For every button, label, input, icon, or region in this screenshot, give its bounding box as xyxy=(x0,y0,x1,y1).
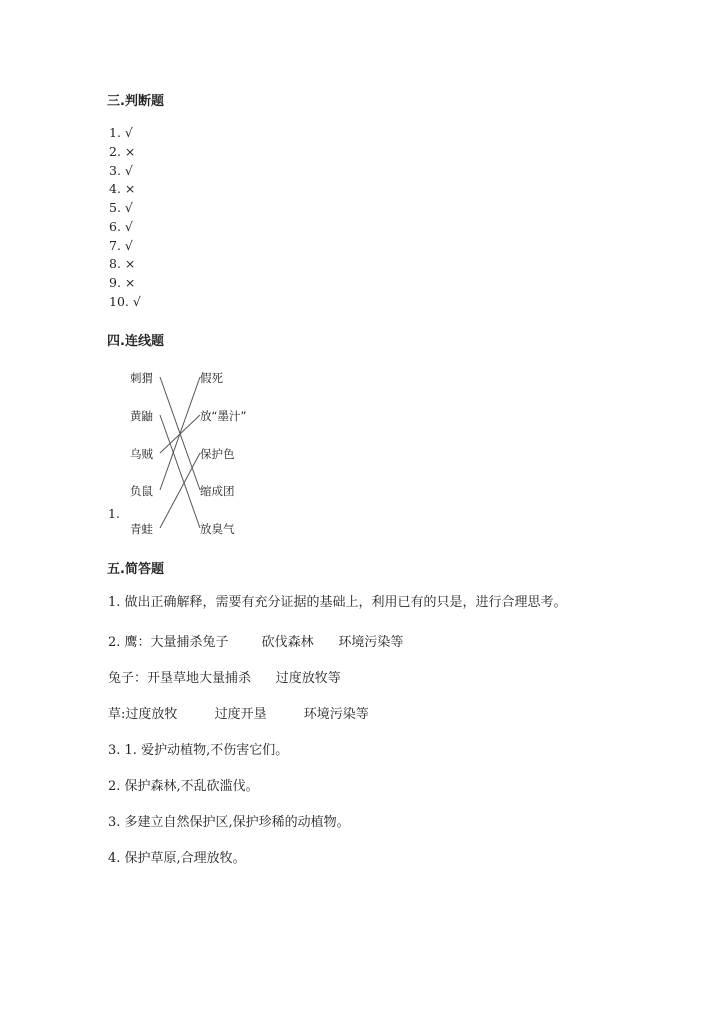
right-item-camouflage: 保护色 xyxy=(200,447,235,461)
matching-diagram xyxy=(108,362,308,540)
left-item-hedgehog: 刺猬 xyxy=(130,371,153,385)
right-item-play-dead: 假死 xyxy=(200,371,223,385)
match-line-2 xyxy=(160,415,200,528)
judge-item-3: 3. √ xyxy=(109,163,133,178)
short-answer-section-title: 五.简答题 xyxy=(107,562,164,577)
judge-item-6: 6. √ xyxy=(109,219,133,234)
answer-q3-1: 3. 1. 爱护动植物,不伤害它们。 xyxy=(108,743,289,758)
answer-q3-4: 4. 保护草原,合理放牧。 xyxy=(108,851,246,866)
matching-question-number: 1. xyxy=(108,506,120,521)
answer-q3-3: 3. 多建立自然保护区,保护珍稀的动植物。 xyxy=(108,815,350,830)
judge-item-8: 8. × xyxy=(109,256,136,271)
right-item-ink: 放“墨汁” xyxy=(200,409,247,423)
match-line-5 xyxy=(160,453,200,528)
judge-item-4: 4. × xyxy=(109,181,136,196)
judge-item-5: 5. √ xyxy=(109,200,133,215)
judge-item-10: 10. √ xyxy=(109,294,141,309)
answer-q2-rabbit: 兔子：开垦草地大量捕杀 过度放牧等 xyxy=(108,671,341,686)
matching-section-title: 四.连线题 xyxy=(107,334,164,349)
answer-q2-eagle: 2. 鹰：大量捕杀兔子 砍伐森林 环境污染等 xyxy=(108,635,404,650)
right-item-stink: 放臭气 xyxy=(200,522,235,536)
answer-q2-grass: 草:过度放牧 过度开垦 环境污染等 xyxy=(108,707,369,722)
left-item-squid: 乌贼 xyxy=(130,447,153,461)
left-item-frog: 青蛙 xyxy=(130,522,153,536)
answer-q3-2: 2. 保护森林,不乱砍滥伐。 xyxy=(108,779,259,794)
judge-item-1: 1. √ xyxy=(109,125,133,140)
judge-item-7: 7. √ xyxy=(109,238,133,253)
right-item-curl-up: 缩成团 xyxy=(200,484,235,498)
judge-section-title: 三.判断题 xyxy=(107,94,164,109)
left-item-weasel: 黄鼬 xyxy=(130,409,153,423)
judge-item-9: 9. × xyxy=(109,275,136,290)
answer-q1: 1. 做出正确解释，需要有充分证据的基础上，利用已有的只是，进行合理思考。 xyxy=(108,595,567,610)
left-item-opossum: 负鼠 xyxy=(130,484,153,498)
judge-item-2: 2. × xyxy=(109,144,136,159)
